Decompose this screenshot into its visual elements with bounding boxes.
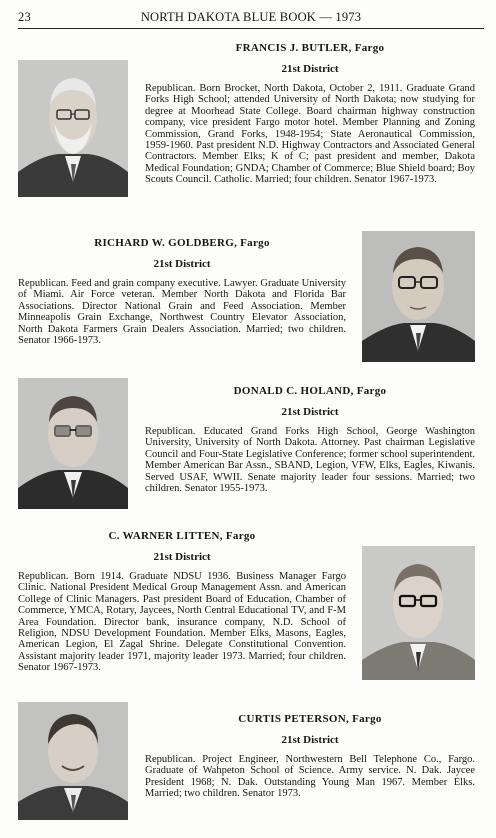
senator-portrait-peterson	[18, 702, 128, 820]
senator-entry-holand	[145, 385, 475, 494]
senator-portrait-litten	[362, 546, 475, 680]
senator-name: RICHARD W. GOLDBERG, Fargo	[94, 237, 270, 249]
senator-bio: Republican. Project Engineer, Northwestern Bell Telephone Co., Fargo. Graduate of Wahpeton School of Science. Army service. N. Dak. Jaycee President 1968; N. Dak. Outstanding Young Man 1967. Member Elks. Married; two children. Senator 1973.	[145, 754, 475, 800]
senator-portrait-goldberg	[362, 231, 475, 362]
senator-district: 21st District	[281, 63, 339, 75]
senator-portrait-holand	[18, 378, 128, 509]
page-number: 23	[18, 10, 31, 24]
senator-name: C. WARNER LITTEN, Fargo	[108, 530, 256, 542]
senator-entry-goldberg	[18, 237, 346, 346]
senator-bio: Republican. Born 1914. Graduate NDSU 1936. Business Manager Fargo Clinic. National President Medical Group Management Assn. and American College of Clinic Managers. Past president Board of Education, Chamber of Commerce, YMCA, Rotary, Jaycees, North Central Educational TV, and F-M Area Foundation. Director bank, insurance company, N.D. School of Religion, NDSU Development Foundation. Member Elks, Masons, Eagles, American Legion, El Zagal Shrine. Delegate Constitutional Convention. Assistant majority leader 1971, majority leader 1973. Married; four children. Senator 1967-1973.	[18, 571, 346, 674]
page-header	[18, 10, 484, 28]
senator-entry-peterson	[145, 713, 475, 800]
senator-entry-litten	[18, 530, 346, 674]
senator-name: DONALD C. HOLAND, Fargo	[233, 385, 387, 397]
senator-portrait-butler	[18, 60, 128, 197]
senator-entry-butler	[145, 42, 475, 186]
senator-district: 21st District	[153, 258, 211, 270]
senator-bio: Republican. Educated Grand Forks High School, George Washington University, University of North Dakota. Attorney. Past chairman Legislative Council and Four-State Legislative Conference; former school superintendent. Member American Bar Assn., SBAND, Legion, VFW, Elks, Eagles, Kiwanis. Served USAF, WWII. Senate majority leader four sessions. Married; two children. Senator 1955-1973.	[145, 426, 475, 495]
senator-name: FRANCIS J. BUTLER, Fargo	[235, 42, 385, 54]
running-title: NORTH DAKOTA BLUE BOOK — 1973	[140, 10, 362, 24]
senator-district: 21st District	[281, 406, 339, 418]
senator-district: 21st District	[281, 734, 339, 746]
senator-bio: Republican. Born Brocket, North Dakota, October 2, 1911. Graduate Grand Forks High School; attended University of North Dakota; now studying for degree at Moorhead State College. Board chairman highway construction company, vice president Fargo motor hotel. Member Planning and Zoning Commission, Grand Forks, 1948-1954; State Aeronautical Commission, 1959-1960. Past president N.D. Highway Contractors and Associated General Contractors. Member Elks; K of C; past president and member, Dakota Medical Foundation; GNDA; Chamber of Commerce; Blue Shield board; Boy Scouts Council. Catholic. Married; four children. Senator 1967-1973.	[145, 83, 475, 186]
senator-district: 21st District	[153, 551, 211, 563]
senator-name: CURTIS PETERSON, Fargo	[238, 713, 382, 725]
senator-bio: Republican. Feed and grain company executive. Lawyer. Graduate University of Miami. Air Force veteran. Member North Dakota and Florida Bar Associations. Director National Grain and Feed Association. Member Minneapolis Grain Exchange, Northwest Country Elevator Association, North Dakota Farmers Grain Dealers Association. Married; two children. Senator 1966-1973.	[18, 278, 346, 347]
header-rule	[18, 28, 484, 29]
